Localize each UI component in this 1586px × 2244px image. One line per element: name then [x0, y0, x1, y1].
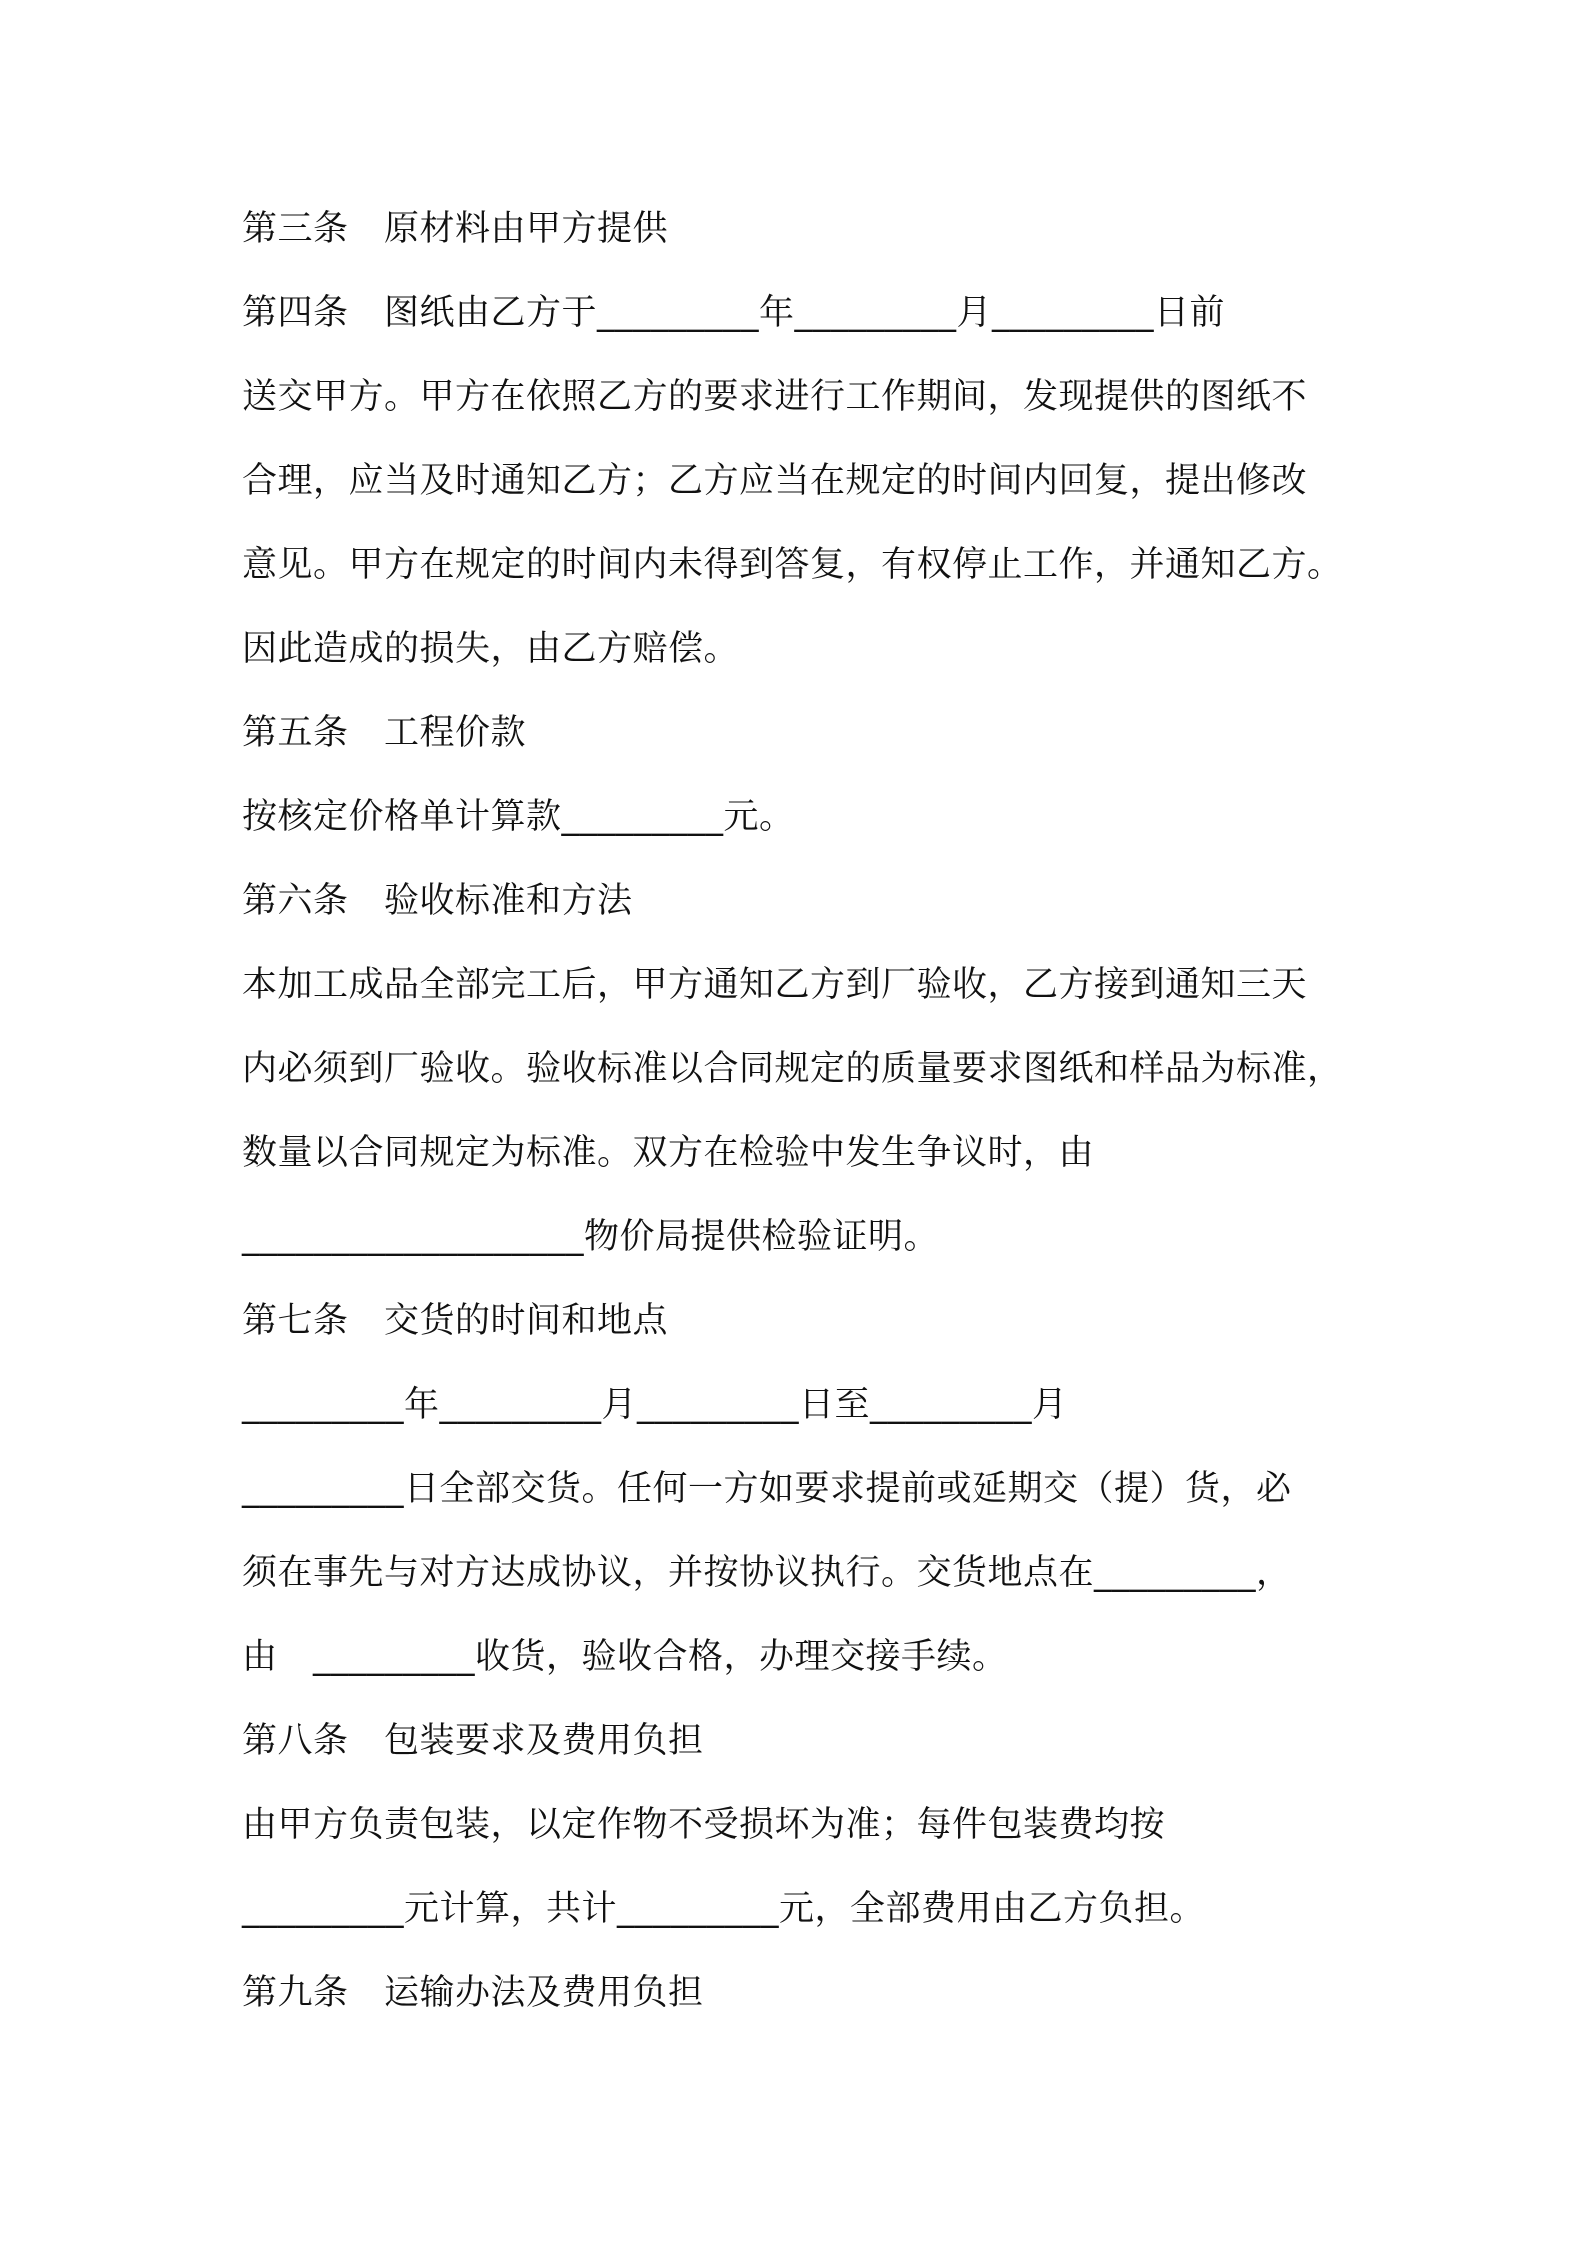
article-7-heading: 第七条 交货的时间和地点 — [242, 1301, 669, 1341]
article-8-heading: 第八条 包装要求及费用负担 — [242, 1721, 704, 1761]
article-8-text-line-2: _________元计算，共计_________元，全部费用由乙方负担。 — [242, 1889, 1206, 1929]
article-5-text: 按核定价格单计算款_________元。 — [242, 797, 795, 837]
article-6-heading: 第六条 验收标准和方法 — [242, 881, 633, 921]
article-4-text-line-3: 意见。甲方在规定的时间内未得到答复，有权停止工作，并通知乙方。 — [242, 545, 1343, 585]
article-4-text-line-4: 因此造成的损失，由乙方赔偿。 — [242, 629, 740, 669]
article-4-text-line-2: 合理，应当及时通知乙方；乙方应当在规定的时间内回复，提出修改 — [242, 461, 1308, 501]
article-5-heading: 第五条 工程价款 — [242, 713, 527, 753]
article-7-text-line-4: 由 _________收货，验收合格，办理交接手续。 — [242, 1637, 1008, 1677]
article-6-text-line-2: 内必须到厂验收。验收标准以合同规定的质量要求图纸和样品为标准， — [242, 1049, 1343, 1089]
article-6-text-line-3: 数量以合同规定为标准。双方在检验中发生争议时，由 — [242, 1133, 1095, 1173]
article-4-text-line-1: 送交甲方。甲方在依照乙方的要求进行工作期间，发现提供的图纸不 — [242, 377, 1308, 417]
article-7-text-line-2: _________日全部交货。任何一方如要求提前或延期交（提）货，必 — [242, 1469, 1292, 1509]
article-6-text-line-4: ___________________物价局提供检验证明。 — [242, 1217, 940, 1257]
article-4-heading-line: 第四条 图纸由乙方于_________年_________月_________日前 — [242, 293, 1226, 333]
article-8-text-line-1: 由甲方负责包装，以定作物不受损坏为准；每件包装费均按 — [242, 1805, 1166, 1845]
article-7-text-line-3: 须在事先与对方达成协议，并按协议执行。交货地点在_________， — [242, 1553, 1292, 1593]
article-7-text-line-1: _________年_________月_________日至_________月 — [242, 1385, 1068, 1425]
article-6-text-line-1: 本加工成品全部完工后，甲方通知乙方到厂验收，乙方接到通知三天 — [242, 965, 1308, 1005]
article-9-heading: 第九条 运输办法及费用负担 — [242, 1973, 704, 2013]
article-3-heading: 第三条 原材料由甲方提供 — [242, 209, 669, 249]
